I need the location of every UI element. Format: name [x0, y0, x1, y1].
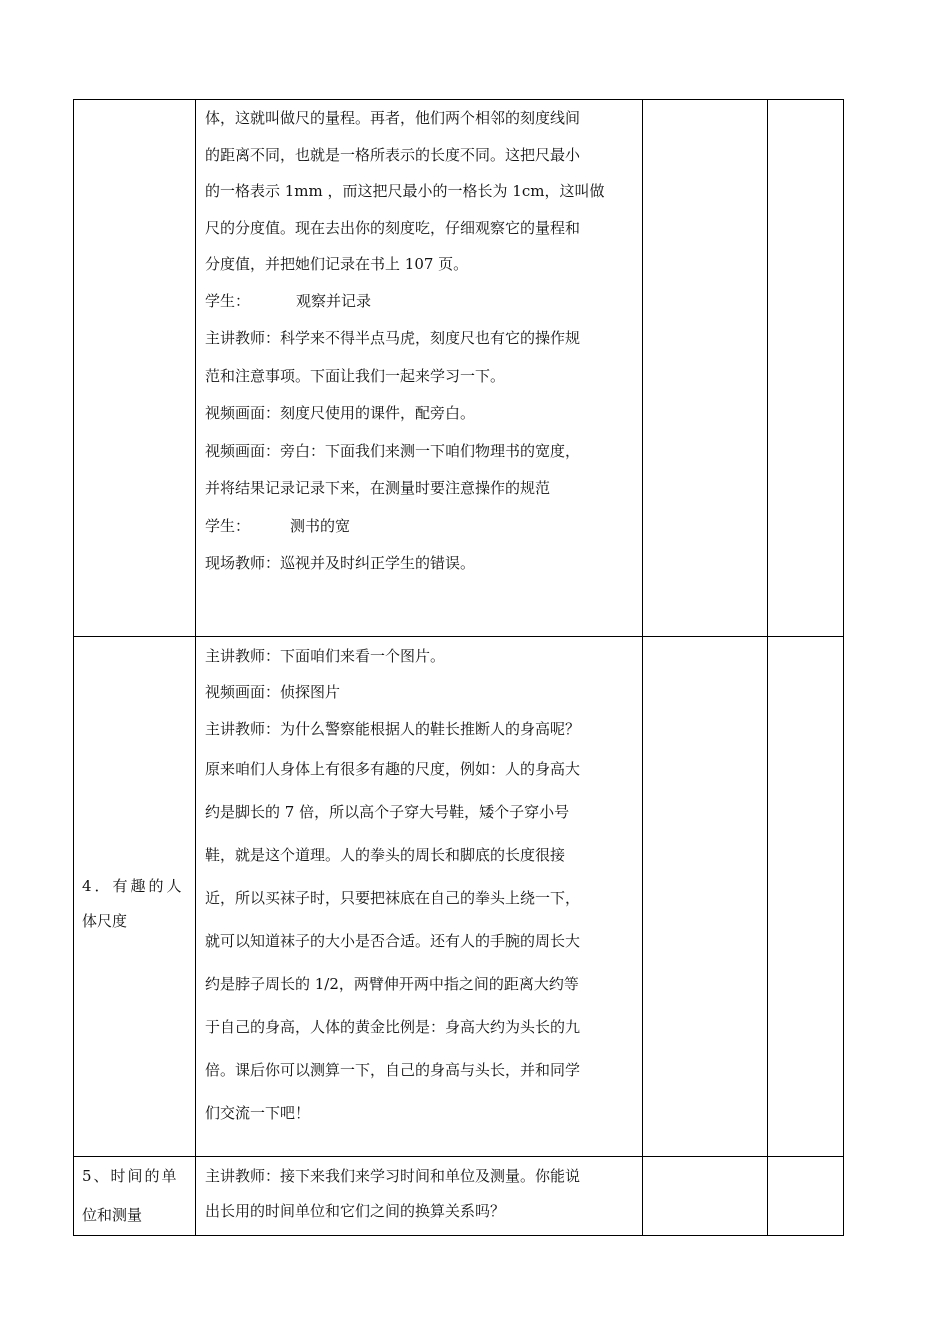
text-line: 分度值，并把她们记录在书上 107 页。 — [205, 255, 469, 273]
empty-cell — [643, 100, 768, 637]
text-line: 范和注意事项。下面让我们一起来学习一下。 — [205, 366, 506, 385]
speaker-text: 测书的宽 — [290, 516, 351, 535]
student-line — [205, 283, 634, 321]
text-line: 近，所以买袜子时，只要把袜底在自己的拳头上绕一下， — [205, 889, 581, 907]
speaker-label: 学生： — [205, 291, 251, 310]
text-line: 并将结果记录记录下来，在测量时要注意操作的规范 — [205, 479, 551, 497]
text-line: 鞋，就是这个道理。人的拳头的周长和脚底的长度很接 — [205, 846, 566, 864]
lesson-plan-table — [73, 99, 844, 1236]
text-line: 原来咱们人身体上有很多有趣的尺度，例如：人的身高大 — [205, 760, 581, 778]
text-line: 就可以知道袜子的大小是否合适。还有人的手腕的周长大 — [205, 932, 581, 950]
section-title: 4．有趣的人 — [82, 876, 185, 895]
text-line: 于自己的身高，人体的黄金比例是：身高大约为头长的九 — [205, 1018, 581, 1036]
text-line: 主讲教师：科学来不得半点马虎，刻度尺也有它的操作规 — [205, 329, 581, 347]
section-title: 位和测量 — [82, 1206, 143, 1224]
speaker-label: 学生： — [205, 516, 251, 535]
section-cell — [74, 100, 196, 637]
student-line — [205, 508, 634, 546]
text-line: 的距离不同，也就是一格所表示的长度不同。这把尺最小 — [205, 145, 581, 164]
text-line: 体，这就叫做尺的量程。再者，他们两个相邻的刻度线间 — [205, 109, 581, 127]
text-line: 视频画面：旁白：下面我们来测一下咱们物理书的宽度， — [205, 441, 581, 460]
content-cell — [196, 1157, 643, 1236]
content-cell — [196, 100, 643, 637]
text-line: 出长用的时间单位和它们之间的换算关系吗？ — [205, 1202, 506, 1220]
text-line: 视频画面：侦探图片 — [205, 683, 341, 701]
text-line: 倍。课后你可以测算一下，自己的身高与头长，并和同学 — [205, 1061, 581, 1079]
table-row — [74, 100, 844, 637]
text-line: 约是脚长的 7 倍，所以高个子穿大号鞋，矮个子穿小号 — [205, 803, 570, 821]
empty-cell — [768, 637, 844, 1157]
section-title: 体尺度 — [82, 911, 128, 930]
text-line: 尺的分度值。现在去出你的刻度吃，仔细观察它的量程和 — [205, 218, 581, 237]
speaker-text: 观察并记录 — [296, 291, 372, 310]
empty-cell — [643, 1157, 768, 1236]
text-line: 现场教师：巡视并及时纠正学生的错误。 — [205, 554, 476, 572]
text-line: 的一格表示 1mm ，而这把尺最小的一格长为 1cm，这叫做 — [205, 182, 605, 200]
text-line: 约是脖子周长的 1/2，两臂伸开两中指之间的距离大约等 — [205, 975, 579, 993]
empty-cell — [768, 100, 844, 637]
text-line: 主讲教师：下面咱们来看一个图片。 — [205, 647, 446, 665]
table-row — [74, 637, 844, 1157]
empty-cell — [768, 1157, 844, 1236]
text-line: 视频画面：刻度尺使用的课件，配旁白。 — [205, 404, 476, 422]
section-cell — [74, 637, 196, 1157]
content-cell — [196, 637, 643, 1157]
section-title: 5、时间的单 — [82, 1167, 179, 1185]
empty-cell — [643, 637, 768, 1157]
text-line: 主讲教师：接下来我们来学习时间和单位及测量。你能说 — [205, 1167, 581, 1185]
text-line: 们交流一下吧！ — [205, 1104, 311, 1122]
section-cell — [74, 1157, 196, 1236]
text-line: 主讲教师：为什么警察能根据人的鞋长推断人的身高呢？ — [205, 720, 581, 738]
table-row — [74, 1157, 844, 1236]
